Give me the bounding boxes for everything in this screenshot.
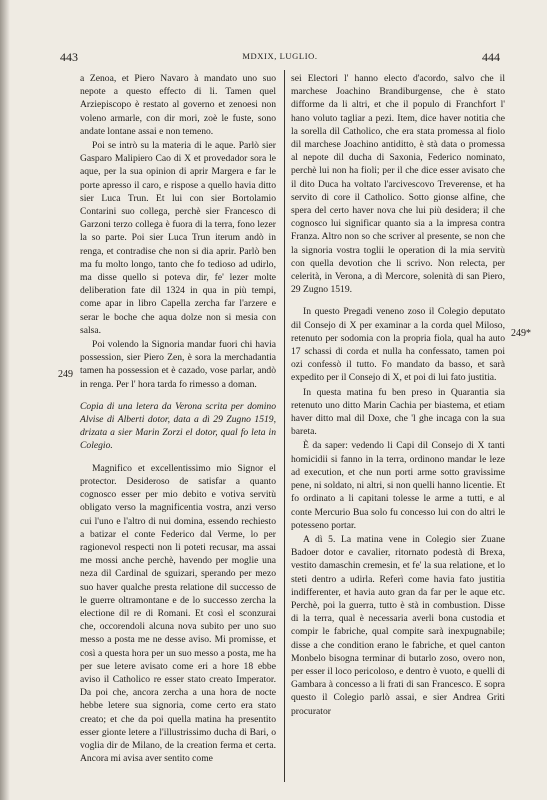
page-number-left: 443 [60,50,78,64]
paragraph: Poi se intrò su la materia di le aque. Parlò sier Gasparo Malipiero Cao di X et provedador sora le aque, per la sua opinion di aprir Margera e far le porte apresso il caro, e rispose a quello havia ditto sier Luca Trun. Et lui con sier Bortolamio Contarini suo collega, perchè sier Francesco di Garzoni terzo collega è fuora di la terra, fono lezer la so parte. Poi sier Luca Trun iterum andò in renga, et contradise che non si dia aprir. Parlò ben ma fu molto longo, tanto che fo tedioso ad udirlo, ma disse quello si poteva dir, fe' lezer molte deliberation fate dil 1324 in qua in più tempi, come apar in libro Capella zercha far l'arzere e serar le boche che aqua dolze non si mesia con salsa. [80,140,276,336]
page-edge-shadow [0,0,10,800]
right-column [291,72,505,719]
paragraph: a Zenoa, et Piero Navaro à mandato uno suo nepote a questo effecto di li. Tamen quel Arziepiscopo è restato al governo et zenoesi non voleno armarle, con dir mori, zoè le fuste, sono andate lontane assai e non temeno. [80,73,276,137]
paragraph: È da saper: vedendo li Capi dil Consejo di X tanti homicidii si fanno in la terra, ordinono mandar le leze ad execution, et che nun porti arme sotto gravissime pene, ni soldato, ni altri, si non quelli hanno licentie. Et fo ordinato a li capitani tolesse le arme a tutti, e al conte Mercurio Bua solo fu concesso lui con do altri le potesseno portar. [291,440,505,531]
paragraph: sei Electori l' hanno electo d'acordo, salvo che il marchese Joachino Brandiburgense, che è stato difforme da li altri, et che il populo di Franchfort l' hano voluto tagliar a pezi. Item, dice haver notitia che la sorella dil Catholico, che era stata promessa al fiolo dil marchese Joachino antiditto, è stà data o promessa al nepote dil ducha di Saxonia, Federico nominato, perchè lui non ha fioli; per il che dice esser avisato che il dito Duca ha voltato l'arcivescovo Treverense, et ha servito di core il Catholico. Sotto gionse alfine, che spera del certo haver nova che lui più desidera; il che cognosco lui significar quanto sia a la impresa contra Franza. Altro non so che scriver al presente, se non che la signoria vostra toglii le operation di la mia servitù con quella devotion che li scrivo. Non relecta, per celerità, in Verona, a dì Mercore, solenità di san Piero, 29 Zugno 1519. [291,73,505,296]
paragraph: In questa matina fu ben preso in Quarantia sia retenuto uno ditto Marin Cachia per biastema, et etiam haver ditto mal dil Doxe, che 'l ghe incaga con la sua bareta. [291,386,505,438]
page-header [60,50,500,66]
paragraph: A dì 5. La matina vene in Colegio sier Zuane Badoer dotor e cavalier, ritornato podestà di Brexa, vestito damaschin cremesin, et fe' la sua relatione, et lo steti dentro a udirla. Referì come havia fato justitia indifferenter, et havia auto gran da far per le aque etc. Perchè, poi la guerra, tutto è stà in combustion. Disse di la terra, qual è necessaria averli bona custodia et compir le fabriche, qual compite sarà inexpugnabile; disse a che condition erano le fabriche, et quel canton Monbelo bisogna terminar di butarlo zoso, overo non, per esser il loco pericoloso, e dentro è vuoto, e quelli di Gambara à concesso a li frati di san Francesco. E sopra questo il Colegio parlò assai, e sier Andrea Griti procurator [291,533,505,717]
paragraph: Magnifico et excellentissimo mio Signor el protector. Desideroso de satisfar a quanto cognosco esser per mio debito e votiva servitù obligato verso la magnificentia vostra, anzi verso cui l'uno e l'altro di nui domina, essendo rechiesto a batizar el conte Federico dal Verme, lo per ragionevol respecti non li poteti recusar, ma assai me mossi anche perchè, havendo per moglie una neza dil Cardinal de sguizari, sperando per mezo suo haver qualche presta relatione dil successo de le guerre oltramontane e de lo successo zercha la electione dil re di Romani. Et così el sconzurai che, occorendoli alcuna nova subito per uno suo messo a posta me ne desse aviso. Mi promisse, et così a questa hora per un suo messo a posta, me ha per sue letere avisato come eri a hore 18 ebbe aviso il Catholico re esser stato creato Imperator. Da poi che, ancora zercha a una hora de nocte hebbe letere sua signoria, come certo era stato creato; et che da poi quella matina ha presentito esser gionte letere a l'illustrissimo ducha di Bari, o voglia dir de Milano, de la creation ferma et certa. Ancora mi avisa aver sentito come [80,462,276,765]
margin-number-right: 249* [511,328,531,339]
running-head: MDXIX, LUGLIO. [242,51,318,61]
column-divider [284,70,285,782]
letter-heading: Copia di una letera da Verona scrita per domino Alvise di Alberti dotor, data a dì 29 Zugno 1519, drizata a sier Marin Zorzi el dotor, qual fo leta in Colegio. [80,400,276,452]
paragraph: In questo Pregadi veneno zoso il Colegio deputato dil Consejo di X per examinar a la corda quel Miloso, retenuto per sodomia con la propria fiola, qual ha auto 17 schassi di corda et nulla ha confessato, tamen poi ozi confessò il tutto. Fo mandato da basso, et sarà expedito per il Consejo di X, et poi di lui fato justitia. [291,306,505,384]
page-number-right: 444 [482,50,500,64]
left-column [80,72,276,766]
paragraph: Poi volendo la Signoria mandar fuori chi havia possession, sier Piero Zen, è sora la merchadantia tamen ha possession et è cazado, vose parlar, andò in renga. Per l' hora tarda fo rimesso a doman. [80,339,276,390]
margin-number-left: 249 [58,369,73,380]
